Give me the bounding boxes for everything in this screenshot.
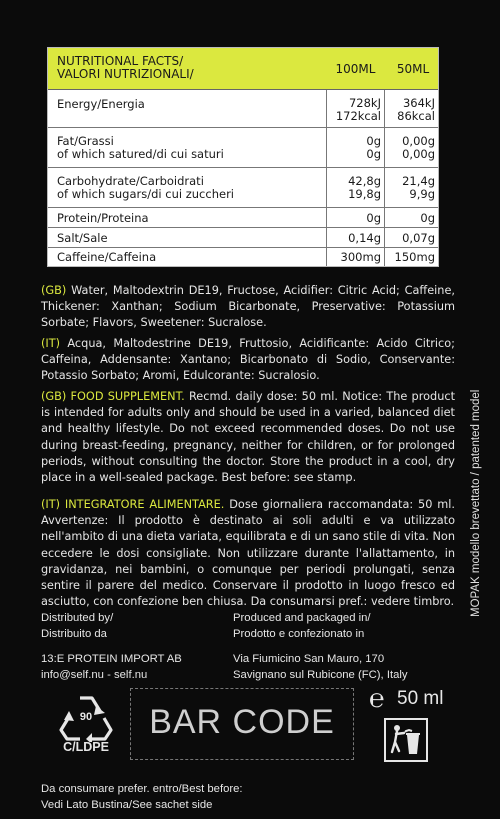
nutrition-header-title <box>57 55 194 81</box>
value-sub: 19,8g <box>348 187 381 201</box>
table-row-energy <box>48 90 438 128</box>
row-label-sub: of which satured/di cui saturi <box>57 147 224 161</box>
value-100ml: 300mg <box>340 250 381 264</box>
nutrition-table-header <box>48 48 438 90</box>
row-label-sub: of which sugars/di cui zuccheri <box>57 187 234 201</box>
recycle-number: 90 <box>79 711 93 723</box>
table-row-caffeine <box>48 248 438 267</box>
patent-side-text: MOPAK modello brevettato / patented model <box>470 389 482 617</box>
ingredients-it <box>41 336 455 385</box>
value-50ml: 150mg <box>394 250 435 264</box>
distributor-name: 13:E PROTEIN IMPORT AB <box>41 653 182 665</box>
column-header-50ml: 50ML <box>396 62 430 76</box>
value-100ml <box>330 97 381 123</box>
ingredients-gb <box>41 283 455 332</box>
value-50ml: 0g <box>420 211 435 225</box>
table-row-carbohydrate <box>48 168 438 208</box>
food-supplement-it <box>41 497 455 610</box>
row-label: Salt/Sale <box>57 231 108 245</box>
value-sub: 9,9g <box>409 187 435 201</box>
distributor-contact: info@self.nu - self.nu <box>41 669 148 681</box>
producer-label: Produced and packaged in/ <box>233 612 371 624</box>
dispose-properly-icon <box>384 718 428 762</box>
table-row-protein <box>48 208 438 228</box>
row-label <box>57 135 224 161</box>
value-main: 0,00g <box>402 134 435 148</box>
estimated-sign-icon: ℮ <box>369 683 385 713</box>
value-50ml <box>386 97 435 123</box>
value-kj: 728kJ <box>348 96 381 110</box>
nutrition-header-line2: VALORI NUTRIZIONALI/ <box>57 67 194 81</box>
value-sub: 0,00g <box>402 147 435 161</box>
row-label <box>57 175 234 201</box>
volume-value: 50 ml <box>397 688 444 709</box>
value-50ml: 0,07g <box>402 231 435 245</box>
nutrition-header-line1: NUTRITIONAL FACTS/ <box>57 54 184 68</box>
value-100ml <box>330 175 381 201</box>
distributor-label: Distributed by/ <box>41 612 114 624</box>
distributor-label-it: Distribuito da <box>41 628 107 640</box>
value-main: 0g <box>366 134 381 148</box>
producer-address: Via Fiumicino San Mauro, 170 <box>233 653 385 665</box>
producer-address-city: Savignano sul Rubicone (FC), Italy <box>233 669 408 681</box>
food-supplement-gb <box>41 389 455 486</box>
table-row-fat <box>48 128 438 168</box>
barcode-placeholder <box>130 688 354 760</box>
value-100ml: 0,14g <box>348 231 381 245</box>
value-50ml <box>386 135 435 161</box>
value-kcal: 86kcal <box>397 109 435 123</box>
row-label-main: Carbohydrate/Carboidrati <box>57 174 204 188</box>
language-tag: (IT) <box>41 337 61 350</box>
nutrition-table <box>47 47 439 267</box>
ingredients-text: Acqua, Maltodestrine DE19, Fruttosio, Acidificante: Acido Citrico; Caffeina, Addensante: Xantano; Bicarbonato di Sodio, Conservante: Potassio Sorbato; Aromi, Edulcorante: Sucralosio. <box>41 337 455 383</box>
section-tag: (GB) FOOD SUPPLEMENT. <box>41 390 185 403</box>
section-tag: (IT) INTEGRATORE ALIMENTARE. <box>41 498 225 511</box>
value-main: 21,4g <box>402 174 435 188</box>
best-before-block <box>41 781 243 813</box>
value-main: 42,8g <box>348 174 381 188</box>
best-before-location: Vedi Lato Bustina/See sachet side <box>41 799 213 811</box>
notice-text: Dose giornaliera raccomandata: 50 ml. Avvertenze: Il prodotto è destinato ai soli adulti e va utilizzato nell'ambito di una dieta variata, equilibrata e di un sano stile di vita. Non eccedere le dosi consigliate. Non utilizzare durante l'allattamento, in gravidanza, nei bambini, o comunque per periodi prolungati, senza sentire il parere del medico. Conservare il prodotto in luogo fresco ed asciutto, con confezione ben chiusa. Da consumarsi pref.: vedere timbro. <box>41 498 455 609</box>
row-label-main: Fat/Grassi <box>57 134 114 148</box>
ingredients-text: Water, Maltodextrin DE19, Fructose, Acidifier: Citric Acid; Caffeine, Thickener: Xanthan; Sodium Bicarbonate, Preservative: Potassium Sorbate; Flavors, Sweetener: Sucralose. <box>41 284 455 330</box>
producer-label-it: Prodotto e confezionato in <box>233 628 365 640</box>
tidyman-icon <box>386 720 426 760</box>
value-sub: 0g <box>366 147 381 161</box>
column-header-100ml: 100ML <box>335 62 376 76</box>
table-row-salt <box>48 228 438 248</box>
value-50ml <box>386 175 435 201</box>
row-label: Protein/Proteina <box>57 211 149 225</box>
notice-text: Recmd. daily dose: 50 ml. Notice: The product is intended for adults only and should be used in a varied, balanced diet and healthy lifestyle. Do not exceed recommended doses. Do not use during breast-feeding, pregnancy, neither for children, or for prolonged periods, without consulting the doctor. Store the product in a cool, dry place in a well-sealed package. Best before: see stamp. <box>41 390 456 485</box>
row-label: Energy/Energia <box>57 97 145 111</box>
value-kcal: 172kcal <box>335 109 381 123</box>
value-100ml: 0g <box>366 211 381 225</box>
recycle-code: C/LDPE <box>63 740 109 754</box>
best-before-label: Da consumare prefer. entro/Best before: <box>41 783 243 795</box>
barcode-label: BAR CODE <box>149 703 335 741</box>
value-kj: 364kJ <box>402 96 435 110</box>
producer-block <box>233 610 408 683</box>
distributor-block <box>41 610 182 683</box>
row-label: Caffeine/Caffeina <box>57 250 157 264</box>
recycle-symbol <box>56 692 116 754</box>
language-tag: (GB) <box>41 284 67 297</box>
value-100ml <box>330 135 381 161</box>
